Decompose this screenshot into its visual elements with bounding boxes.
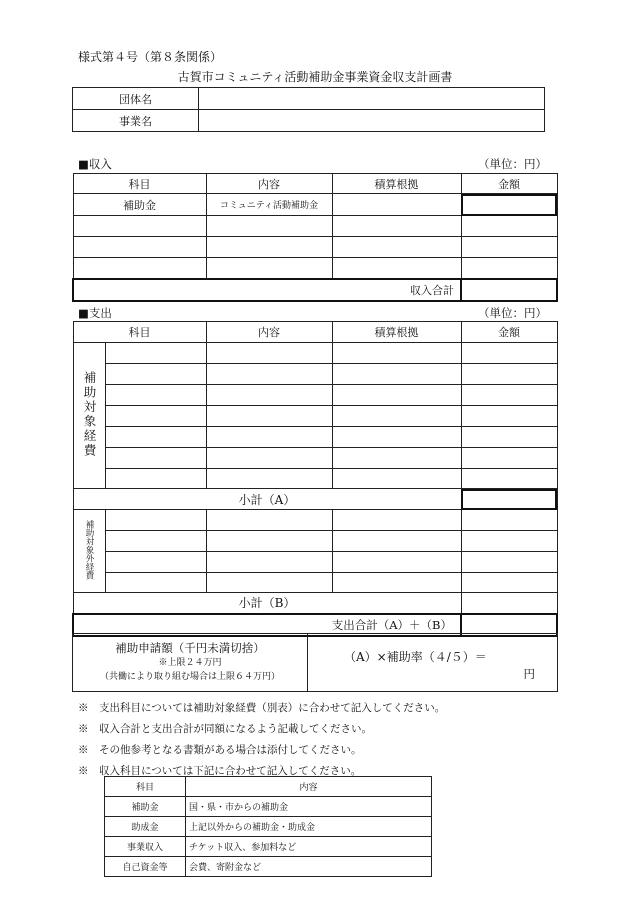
- expense-subject-cell[interactable]: [105, 427, 206, 448]
- income-content-cell[interactable]: [206, 216, 332, 237]
- application-limit-cooperative: （共働により取り組む場合は上限６４万円）: [99, 672, 280, 683]
- income-basis-cell[interactable]: [332, 194, 461, 216]
- expense-content-cell[interactable]: [206, 573, 332, 593]
- table-row: [73, 343, 557, 364]
- expense-subject-cell[interactable]: [105, 343, 206, 364]
- expense-content-cell[interactable]: [206, 427, 332, 448]
- expense-subject-cell[interactable]: [105, 448, 206, 469]
- expense-content-cell[interactable]: [206, 510, 332, 531]
- expense-subject-cell[interactable]: [105, 364, 206, 385]
- application-yen-unit: 円: [523, 667, 535, 681]
- group-name-label: 団体名: [73, 88, 199, 110]
- income-content-cell[interactable]: コミュニティ活動補助金: [206, 194, 332, 216]
- expense-content-cell[interactable]: [206, 406, 332, 427]
- group-name-field[interactable]: [199, 88, 545, 110]
- expense-total-label: 支出合計（A）＋（B）: [73, 614, 461, 636]
- table-row: [73, 216, 557, 237]
- expense-subject-cell[interactable]: [105, 573, 206, 593]
- note-1: ※ 支出科目については補助対象経費（別表）に合わせて記入してください。: [78, 702, 446, 714]
- expense-amount-cell[interactable]: [461, 343, 557, 364]
- income-total-label: 収入合計: [73, 279, 461, 301]
- expense-amount-cell[interactable]: [461, 573, 557, 593]
- expense-content-cell[interactable]: [206, 552, 332, 573]
- project-name-field[interactable]: [199, 110, 545, 132]
- expense-header-subject: 科目: [73, 322, 206, 343]
- reference-header-subject: 科目: [105, 777, 186, 797]
- expense-content-cell[interactable]: [206, 469, 332, 489]
- reference-content: チケット収入、参加料など: [186, 837, 432, 857]
- income-subject-cell[interactable]: [73, 258, 206, 279]
- income-section-label: ■収入: [78, 157, 112, 171]
- subtotal-a-label: 小計（A）: [73, 489, 461, 510]
- table-row: [73, 427, 557, 448]
- income-amount-cell[interactable]: [461, 216, 557, 237]
- expense-basis-cell[interactable]: [332, 364, 461, 385]
- reference-header-content: 内容: [186, 777, 432, 797]
- table-row: [105, 797, 432, 817]
- expense-basis-cell[interactable]: [332, 552, 461, 573]
- reference-content: 国・県・市からの補助金: [186, 797, 432, 817]
- expense-amount-cell[interactable]: [461, 364, 557, 385]
- expense-basis-cell[interactable]: [332, 385, 461, 406]
- reference-content: 会費、寄附金など: [186, 857, 432, 877]
- application-formula: （A）×補助率（４/５）＝: [344, 650, 487, 664]
- table-row: [73, 364, 557, 385]
- income-header-amount: 金額: [461, 174, 557, 194]
- expense-subject-cell[interactable]: [105, 552, 206, 573]
- application-table: [72, 633, 558, 692]
- expense-amount-cell[interactable]: [461, 427, 557, 448]
- non-subsidized-category-label: 補助対象外経費: [73, 510, 105, 593]
- expense-content-cell[interactable]: [206, 448, 332, 469]
- table-row: [73, 258, 557, 279]
- expense-subject-cell[interactable]: [105, 385, 206, 406]
- expense-unit: （単位：円）: [478, 306, 547, 320]
- table-row: [73, 552, 557, 573]
- table-row: [105, 817, 432, 837]
- expense-header-basis: 積算根拠: [332, 322, 461, 343]
- note-4: ※ 収入科目については下記に合わせて記入してください。: [78, 765, 362, 777]
- expense-amount-cell[interactable]: [461, 469, 557, 489]
- income-content-cell[interactable]: [206, 237, 332, 258]
- expense-amount-cell[interactable]: [461, 448, 557, 469]
- page-title: 古賀市コミュニティ活動補助金事業資金収支計画書: [177, 70, 453, 84]
- table-row: [73, 573, 557, 593]
- income-amount-cell[interactable]: [461, 237, 557, 258]
- reference-subject: 事業収入: [105, 837, 186, 857]
- income-unit: （単位：円）: [478, 157, 547, 171]
- table-row: [73, 469, 557, 489]
- income-basis-cell[interactable]: [332, 216, 461, 237]
- income-header-basis: 積算根拠: [332, 174, 461, 194]
- subtotal-b-value[interactable]: [461, 593, 557, 614]
- table-row: [73, 448, 557, 469]
- expense-basis-cell[interactable]: [332, 427, 461, 448]
- expense-header-content: 内容: [206, 322, 332, 343]
- expense-subject-cell[interactable]: [105, 510, 206, 531]
- note-3: ※ その他参考となる書類がある場合は添付してください。: [78, 744, 362, 756]
- expense-subject-cell[interactable]: [105, 469, 206, 489]
- expense-amount-cell[interactable]: [461, 510, 557, 531]
- income-basis-cell[interactable]: [332, 258, 461, 279]
- reference-content: 上記以外からの補助金・助成金: [186, 817, 432, 837]
- expense-content-cell[interactable]: [206, 385, 332, 406]
- expense-subject-cell[interactable]: [105, 406, 206, 427]
- table-row: [73, 406, 557, 427]
- reference-table: [104, 776, 432, 877]
- table-row: [105, 857, 432, 877]
- application-limit: ※上限２４万円: [158, 658, 222, 669]
- expense-basis-cell[interactable]: [332, 406, 461, 427]
- subtotal-a-value[interactable]: [461, 489, 557, 510]
- income-content-cell[interactable]: [206, 258, 332, 279]
- application-label-cell: [73, 634, 308, 692]
- income-header-content: 内容: [206, 174, 332, 194]
- expense-content-cell[interactable]: [206, 364, 332, 385]
- table-row: [73, 510, 557, 531]
- income-header-subject: 科目: [73, 174, 206, 194]
- table-row: [73, 194, 557, 216]
- table-row: [73, 531, 557, 552]
- income-total-value[interactable]: [461, 279, 557, 301]
- expense-section-label: ■支出: [78, 306, 112, 320]
- reference-subject: 助成金: [105, 817, 186, 837]
- income-subject-cell[interactable]: 補助金: [73, 194, 206, 216]
- table-row: [73, 237, 557, 258]
- expense-content-cell[interactable]: [206, 531, 332, 552]
- expense-amount-cell[interactable]: [461, 531, 557, 552]
- application-amount-field[interactable]: [308, 634, 558, 692]
- reference-subject: 補助金: [105, 797, 186, 817]
- expense-subject-cell[interactable]: [105, 531, 206, 552]
- income-amount-cell[interactable]: [461, 258, 557, 279]
- subsidized-category-label: 補助対象経費: [73, 343, 105, 489]
- expense-table: [72, 321, 558, 637]
- expense-basis-cell[interactable]: [332, 573, 461, 593]
- application-label: 補助申請額（千円未満切捨）: [115, 640, 265, 655]
- expense-basis-cell[interactable]: [332, 469, 461, 489]
- project-name-label: 事業名: [73, 110, 199, 132]
- table-row: [73, 385, 557, 406]
- expense-basis-cell[interactable]: [332, 448, 461, 469]
- expense-amount-cell[interactable]: [461, 385, 557, 406]
- income-amount-cell[interactable]: [461, 194, 557, 216]
- reference-subject: 自己資金等: [105, 857, 186, 877]
- expense-amount-cell[interactable]: [461, 552, 557, 573]
- expense-basis-cell[interactable]: [332, 510, 461, 531]
- income-subject-cell[interactable]: [73, 237, 206, 258]
- form-number: 様式第４号（第８条関係）: [78, 50, 223, 64]
- note-2: ※ 収入合計と支出合計が同額になるよう記載してください。: [78, 723, 372, 735]
- subtotal-b-label: 小計（B）: [73, 593, 461, 614]
- expense-header-amount: 金額: [461, 322, 557, 343]
- income-subject-cell[interactable]: [73, 216, 206, 237]
- org-table: [72, 87, 545, 132]
- expense-basis-cell[interactable]: [332, 343, 461, 364]
- expense-basis-cell[interactable]: [332, 531, 461, 552]
- income-basis-cell[interactable]: [332, 237, 461, 258]
- income-table: [72, 173, 558, 302]
- table-row: [105, 837, 432, 857]
- expense-content-cell[interactable]: [206, 343, 332, 364]
- expense-amount-cell[interactable]: [461, 406, 557, 427]
